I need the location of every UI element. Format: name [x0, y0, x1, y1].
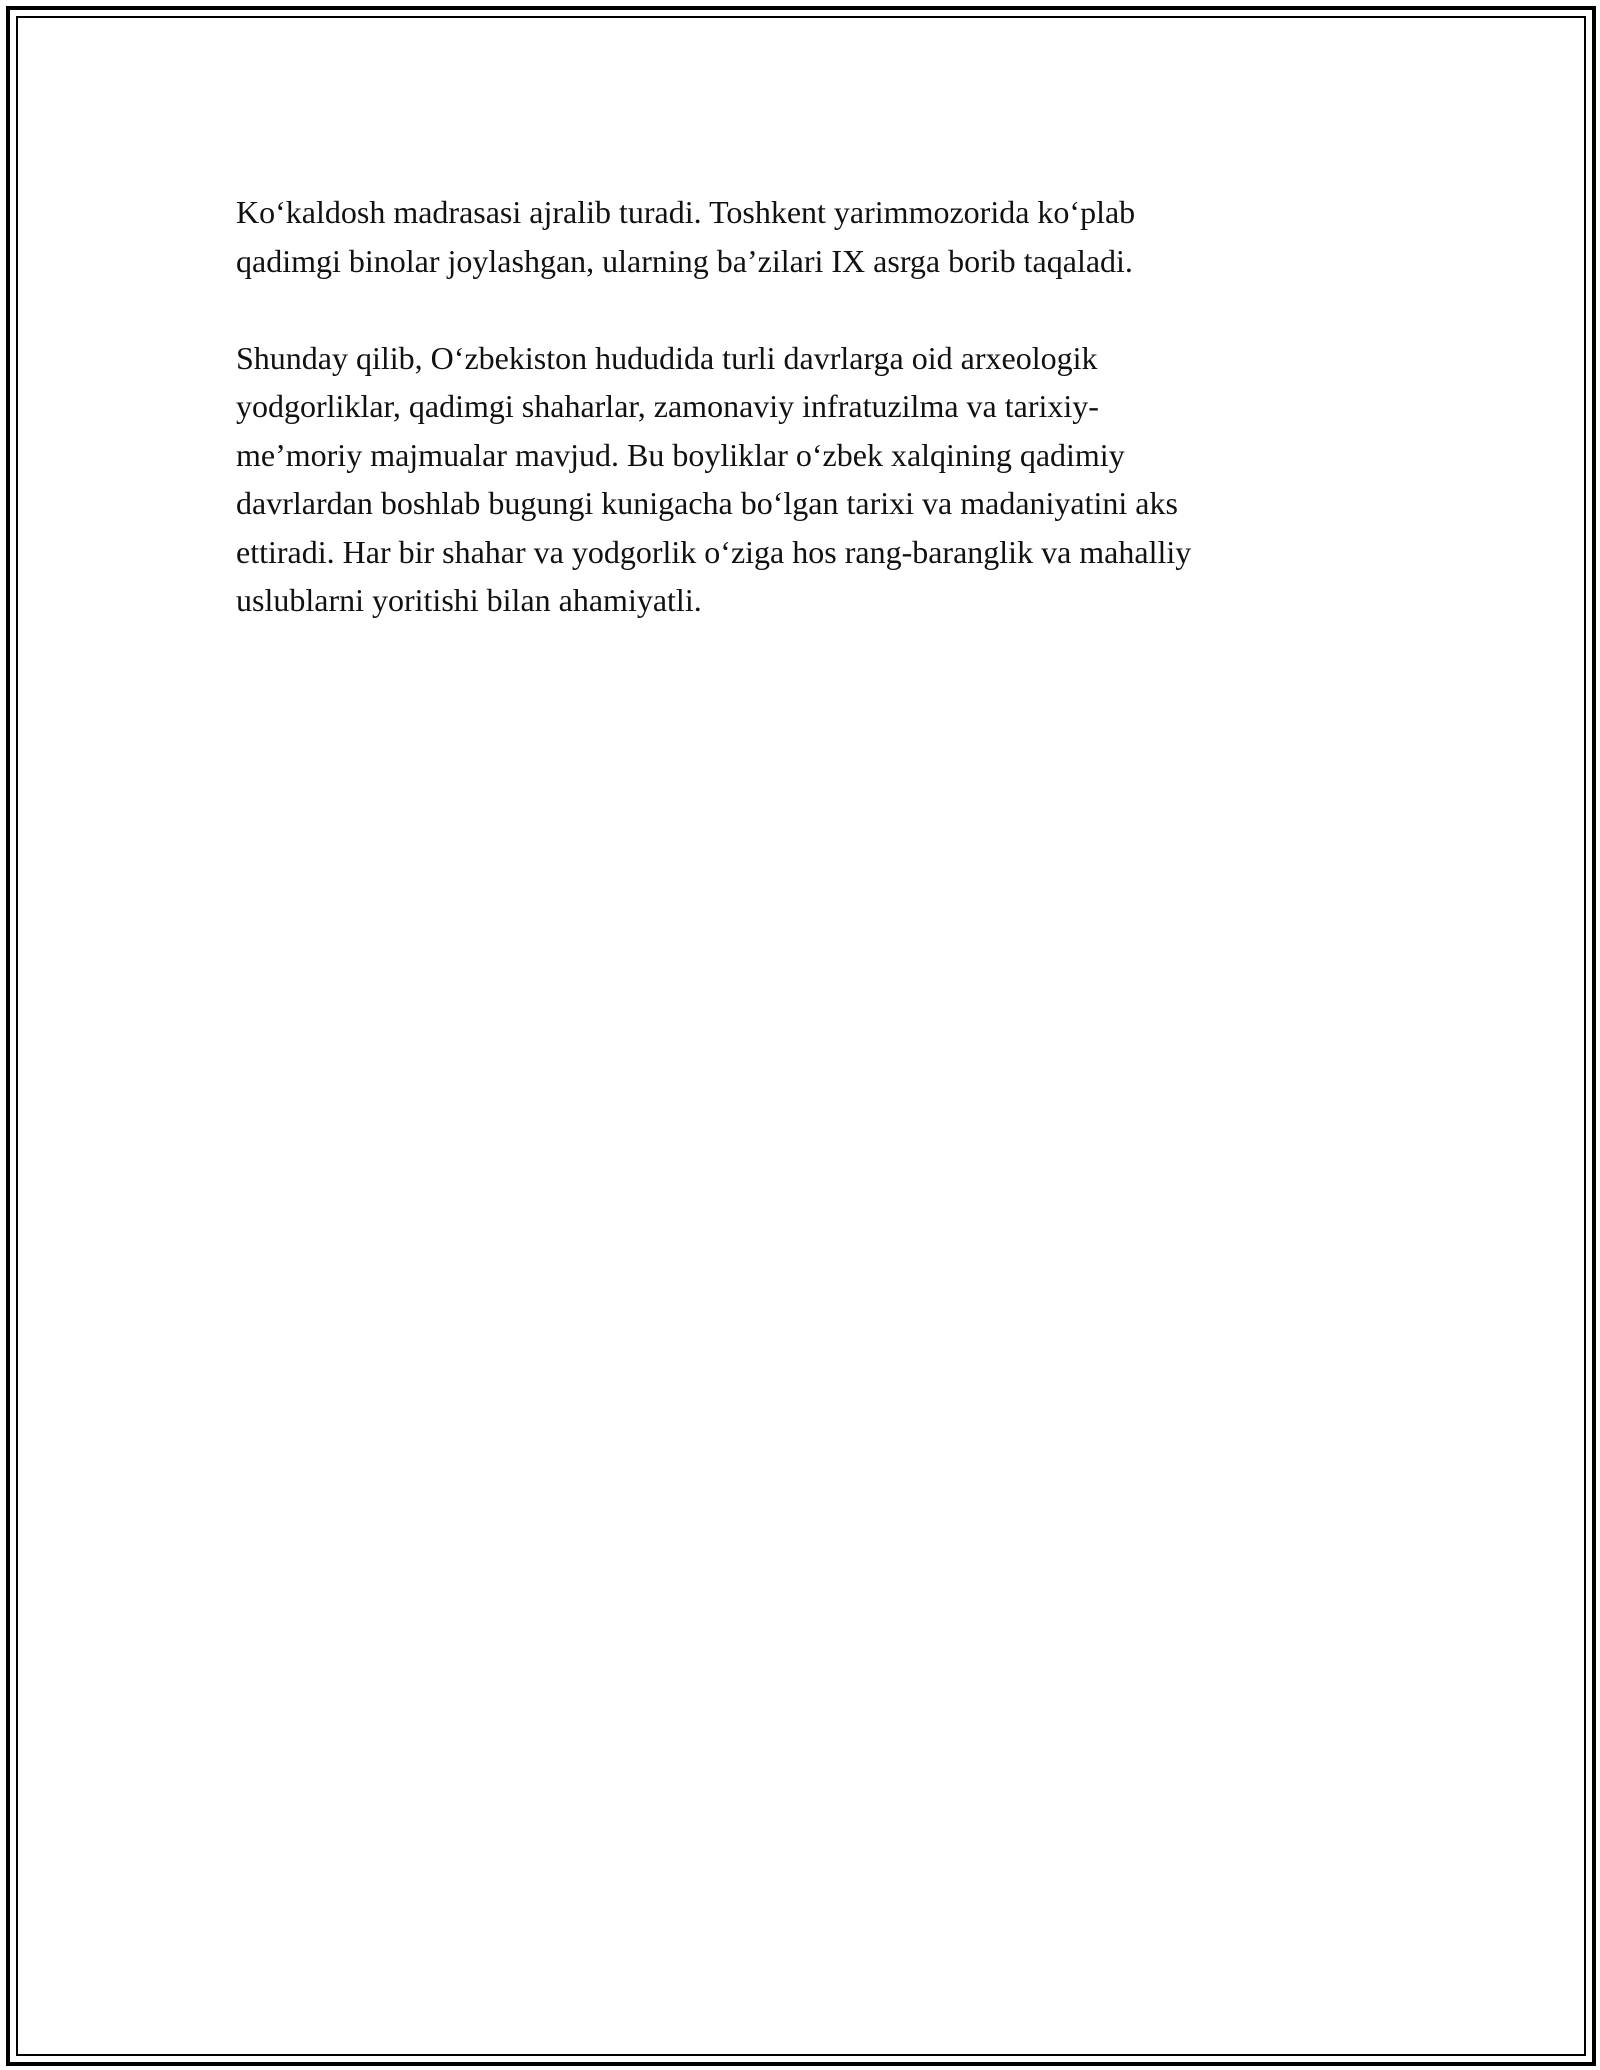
paragraph-line: uslublarni yoritishi bilan ahamiyatli. [236, 582, 702, 618]
paragraph-line: Shunday qilib, O‘zbekiston hududida turli davrlarga oid arxeologik [236, 339, 1098, 376]
paragraph-line: davrlardan boshlab bugungi kunigacha bo‘lgan tarixi va madaniyatini aks [236, 485, 1178, 521]
paragraph-line: yodgorliklar, qadimgi shaharlar, zamonaviy infratuzilma va tarixiy- [236, 388, 1099, 424]
paragraph-1 [236, 188, 1366, 285]
paragraph-line: me’moriy majmualar mavjud. Bu boyliklar o‘zbek xalqining qadimiy [236, 436, 1125, 473]
paragraph-line: Ko‘kaldosh madrasasi ajralib turadi. Toshkent yarimmozorida ko‘plab [236, 194, 1136, 230]
paragraph-line: qadimgi binolar joylashgan, ularning ba’zilari IX asrga borib taqaladi. [236, 242, 1133, 279]
document-body [236, 188, 1366, 673]
paragraph-2 [236, 334, 1366, 625]
paragraph-line: ettiradi. Har bir shahar va yodgorlik o‘ziga hos rang-baranglik va mahalliy [236, 533, 1192, 570]
